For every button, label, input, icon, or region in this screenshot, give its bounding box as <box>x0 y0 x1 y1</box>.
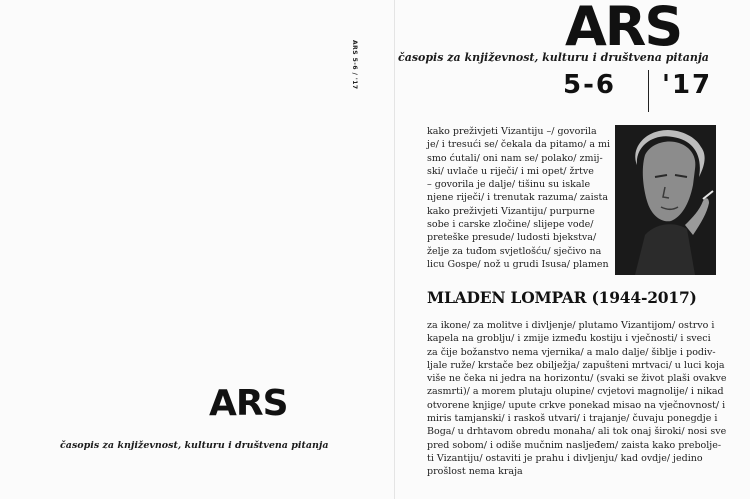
poem-line: miris tamjanski/ i raskoš utvari/ i trajanje/ čuvaju ponegdje i <box>427 413 718 425</box>
poem-line: prošlost nema kraja <box>427 466 523 478</box>
poem-bottom <box>427 319 727 479</box>
spine-fold <box>394 0 395 499</box>
poem-line: smo ćutali/ oni nam se/ polako/ zmij- <box>427 152 603 164</box>
poem-line: preteške presude/ ludosti bjekstva/ <box>427 232 597 244</box>
author-portrait-drawing <box>615 125 716 275</box>
poem-line: želje za tuđom svjetlošću/ sječivo na <box>427 245 602 257</box>
author-portrait <box>615 125 716 275</box>
issue-year: '17 <box>662 70 713 100</box>
poem-line: – govorila je dalje/ tišinu su iskale <box>427 179 591 191</box>
poem-line: ti Vizantiju/ ostaviti je prahu i divljenju/ kad ovdje/ jedino <box>427 452 703 464</box>
poem-line: Boga/ u drhtavom obredu monaha/ ali tok onaj široki/ nosi sve <box>427 426 727 438</box>
issue-separator <box>648 70 649 112</box>
poem-line: kako preživjeti Vizantiju –/ govorila <box>427 126 597 137</box>
poem-line: za ikone/ za molitve i divljenje/ plutamo Vizantijom/ ostrvo i <box>427 320 715 331</box>
poem-line: otvorene knjige/ upute crkve ponekad misao na vječnovnost/ i <box>427 399 726 411</box>
front-cover-logo: ARS <box>565 0 682 58</box>
poem-line: je/ i tresući se/ čekala da pitamo/ a mi <box>427 139 611 151</box>
poem-line: ski/ uvlače u riječi/ i mi opet/ žrtve <box>427 165 594 177</box>
poem-line: pred sobom/ i odiše mučnim nasljeđem/ zaista kako preboljе- <box>427 439 722 451</box>
front-cover-tagline: časopis za književnost, kulturu i društvena pitanja <box>398 51 709 64</box>
spine-label: ARS 5-6 / '17 <box>351 40 358 90</box>
poem-line: ljale ruže/ krstače bez obilježja/ zapušteni mrtvaci/ u luci koja <box>427 359 725 371</box>
back-cover-logo: ARS <box>209 383 288 424</box>
issue-number: 5-6 <box>563 70 616 100</box>
author-name-headline: MLADEN LOMPAR (1944-2017) <box>427 288 697 307</box>
poem-line: njene riječi/ i trenutak razuma/ zaista <box>427 192 608 204</box>
poem-line: kapela na groblju/ i zmije između kostiju i vječnosti/ i sveci <box>427 333 711 345</box>
back-cover-tagline: časopis za književnost, kulturu i društvena pitanja <box>60 440 329 451</box>
poem-line: zasmrti)/ a morem plutaju olupine/ cvjetovi magnolije/ i nikad <box>427 386 724 398</box>
poem-line: sobe i carske zločine/ slijepe vode/ <box>427 219 594 231</box>
poem-top <box>427 125 609 271</box>
poem-line: kako preživjeti Vizantiju/ purpurne <box>427 205 595 217</box>
poem-line: za čije božanstvo nema vjernika/ a malo dalje/ šiblje i podiv- <box>427 346 716 358</box>
poem-line: licu Gospe/ nož u grudi Isusa/ plamen <box>427 258 609 270</box>
poem-line: više ne čeka ni jedra na horizontu/ (svaki se život plaši ovakve <box>427 373 727 385</box>
